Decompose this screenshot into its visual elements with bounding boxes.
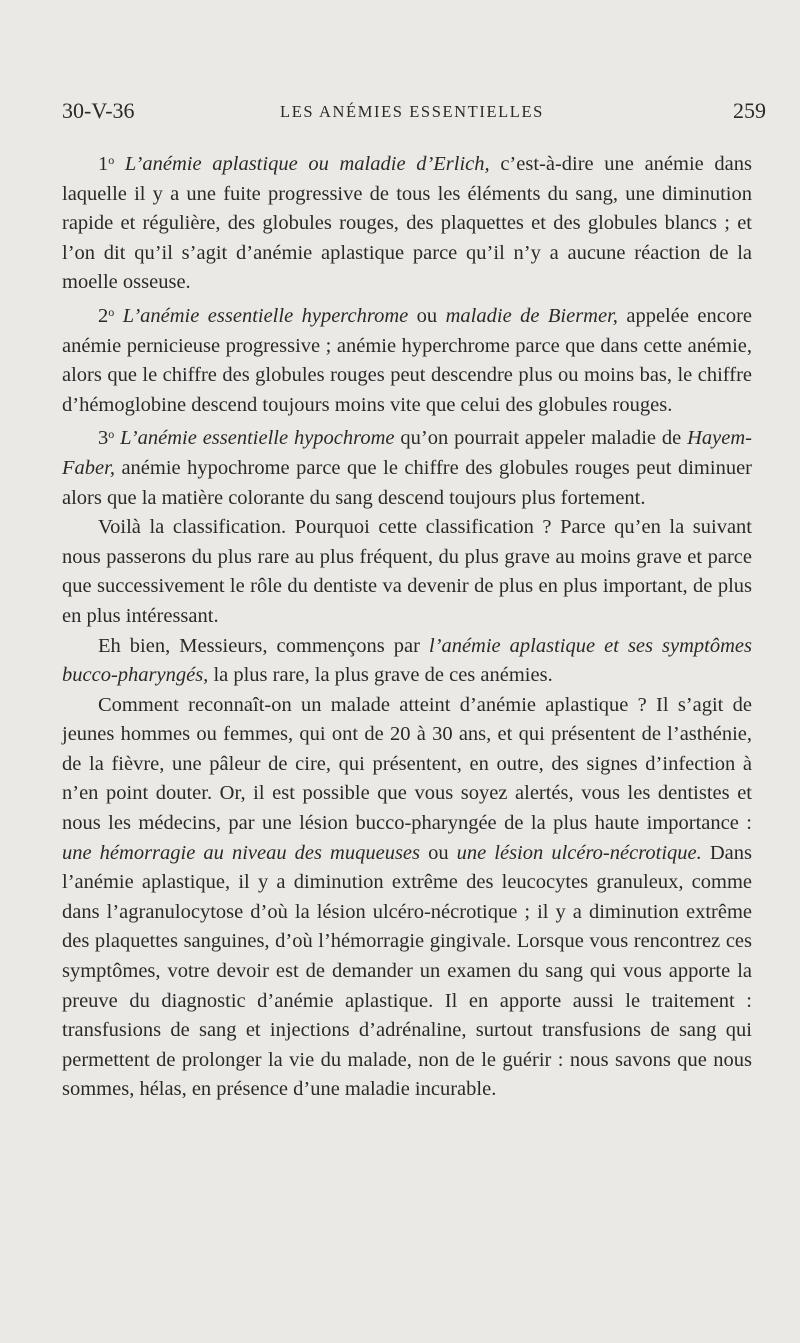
- paragraph-text: c’est-à-dire une anémie dans laquelle il y a une fuite progressive de tous les éléments du sang, une diminution rapide et régulière, des globules rouges, des plaquettes et des globules blancs ; et l’on dit qu’il s’agit d’anémie aplastique parce qu’il n’y a aucune réaction de la moelle osseuse.: [62, 153, 753, 294]
- lead-italic: L’anémie aplastique ou maladie d’Erlich,: [124, 153, 490, 175]
- paragraph-text: anémie hypochrome parce que le chiffre des globules rouges peut diminuer alors que la matière colorante du sang descend toujours plus fortement.: [62, 456, 752, 509]
- italic-phrase: une lésion ulcéro-nécrotique.: [456, 841, 702, 864]
- mid-text: qu’on pourrait appeler maladie de: [394, 427, 688, 450]
- running-title: LES ANÉMIES ESSENTIELLES: [280, 102, 544, 121]
- paragraph-text: ou: [420, 841, 457, 864]
- paragraph-text: Voilà la classification. Pourquoi cette classification ? Parce qu’en la suivant nous passerons du plus rare au plus fréquent, du plus grave au moins grave et parce que successivement le rôle du dentiste va devenir de plus en plus important, de plus en plus intéressant.: [62, 516, 752, 627]
- italic-phrase: l’anémie aplastique et ses symptômes bucco-pharyngés,: [62, 634, 752, 687]
- paragraph-5: [62, 632, 752, 691]
- mid-text: ou: [408, 304, 446, 327]
- page-body: [62, 146, 752, 1105]
- ordinal-2: 2$^o$: [98, 304, 115, 327]
- ordinal-1: 1$^o$: [98, 153, 115, 175]
- paragraph-text: Comment reconnaît-on un malade atteint d’anémie aplastique ? Il s’agit de jeunes hommes ou femmes, qui ont de 20 à 30 ans, et qui présentent de l’asthénie, de la fièvre, une pâleur de cire, qui présentent, en outre, des signes d’infection à n’en point douter. Or, il est possible que vous soyez alertés, vous les dentistes et nous les médecins, par une lésion bucco-pharyngée de la plus haute importance :: [62, 693, 752, 835]
- italic-phrase: une hémorragie au niveau des muqueuses: [62, 841, 420, 864]
- paragraph-6: [62, 691, 752, 1105]
- lead-italic: L’anémie essentielle hyperchrome: [122, 304, 409, 327]
- paragraph-text: la plus rare, la plus grave de ces anémies.: [208, 664, 553, 687]
- paragraph-4: [62, 513, 752, 631]
- paragraph-text: Dans l’anémie aplastique, il y a diminution extrême des leucocytes granuleux, comme dans l’agranulocytose d’où la lésion ulcéro-nécrotique ; il y a diminution extrême des plaquettes sanguines, d’où l’hémorragie gingivale. Lorsque vous rencontrez ces symptômes, votre devoir est de demander un examen du sang qui vous apporte la preuve du diagnostic d’anémie aplastique. Il en apporte aussi le traitement : transfusions de sang et injections d’adrénaline, surtout transfusions de sang qui permettent de prolonger la vie du malade, non de le guérir : nous savons que nous sommes, hélas, en présence d’une maladie incurable.: [62, 841, 752, 1101]
- paragraph-text: Eh bien, Messieurs, commençons par: [98, 634, 429, 657]
- ordinal-3: 3$^o$: [98, 427, 115, 450]
- mid-italic: Hayem-Faber,: [62, 427, 752, 479]
- paragraph-1: [62, 146, 752, 298]
- lead-italic: L’anémie essentielle hypochrome: [120, 427, 395, 450]
- page-number: 259: [733, 98, 766, 123]
- paragraph-3: [62, 420, 752, 513]
- header-date: 30-V-36: [62, 98, 135, 123]
- paragraph-2: [62, 298, 752, 420]
- running-header: [62, 98, 766, 128]
- mid-italic: maladie de Biermer,: [445, 304, 618, 327]
- paragraph-text: appelée encore anémie pernicieuse progressive ; anémie hyperchrome parce que dans cette anémie, alors que le chiffre des globules rouges peut descendre plus ou moins bas, le chiffre d’hémoglobine descend toujours moins vite que celui des globules rouges.: [62, 304, 753, 416]
